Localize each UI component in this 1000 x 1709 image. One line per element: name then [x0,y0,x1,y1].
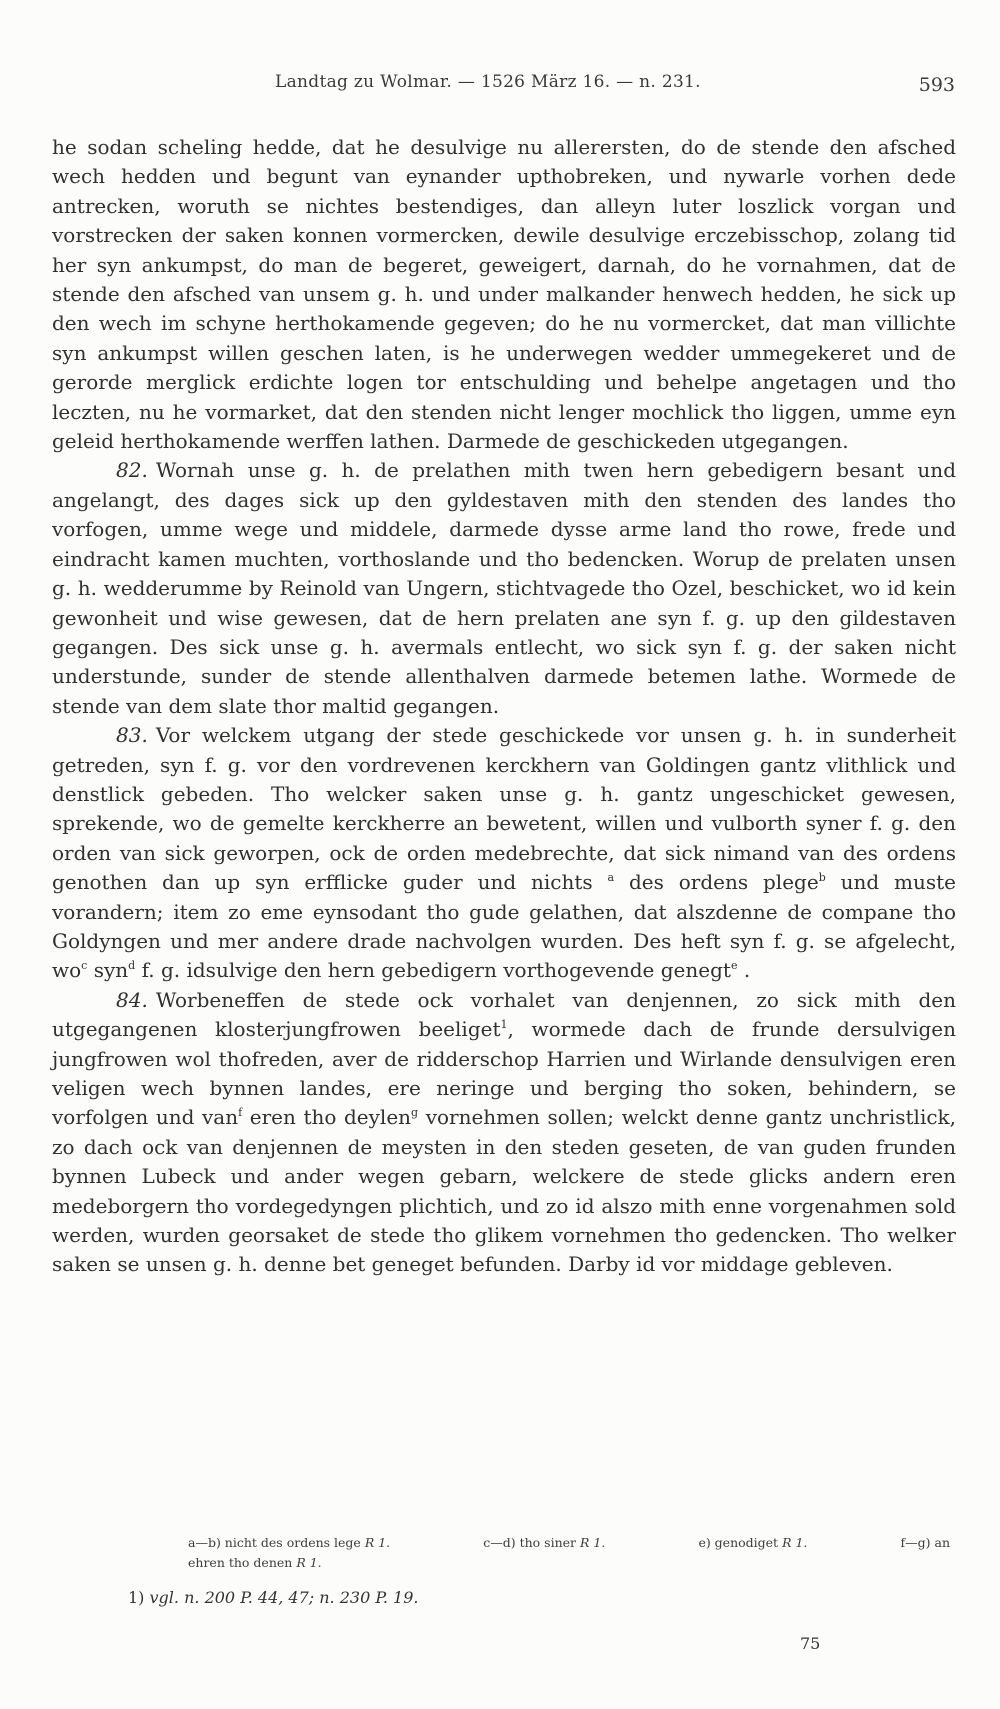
paragraph-text: und muste vorandern; item zo eme eynsodant tho gude gelathen, dat alszdenne de compane tho Goldyngen und mer andere drade nachvolgen wurden. Des heft syn f. g. se afgelecht, wo [52,870,957,983]
paragraph-text: eren tho deylen [249,1105,412,1130]
variant-marker: b [818,871,826,885]
paragraph-83 [52,721,956,986]
paragraph-text: vornehmen sollen; welckt denne gantz unchristlick, zo dach ock van denjennen de meysten in den steden geseten, de van guden frunden bynnen Lubeck und ander wegen gebarn, welckere de stede glicks andern eren medeborgern tho vordegedyngen plichtich, und zo id alszo mith enne vorgenahmen sold werden, wurden georsaket de stede tho glikem vornehmen tho gedencken. Tho welker saken se unsen g. h. denne bet geneget befunden. Darby id vor middage gebleven. [52,1105,957,1277]
variant-fg: f—g) an [900,1535,950,1550]
paragraph-text: he sodan scheling hedde, dat he desulvige nu allerersten, do de stende den afsched wech hedden und begunt van eynander upthobreken, und nywarle vorhen dede antrecken, woruth se nichtes bestendiges, dan alleyn luter loszlick vorgan und vorstrecken der saken konnen vormercken, dewile desulvige erczebisschop, zolang tid her syn ankumpst, do man de begeret, geweigert, darnah, do he vornahmen, dat de stende den afsched van unsem g. h. und under malkander henwech hedden, he sick up den wech im schyne herthokamende gegeven; do he nu vormercket, dat man villichte syn ankumpst willen geschen laten, is he underwegen wedder ummegekeret und de gerorde merglick erdichte logen tor entschulding und behelpe angetagen und tho leczten, nu he vormarket, dat den stenden nicht lenger mochlick tho liggen, umme eyn geleid herthokamende werffen lathen. Darmede de geschickeden utgegangen. [52,135,956,454]
variant-apparatus [188,1533,950,1573]
variant-marker: f [238,1106,243,1120]
variant-marker: c [81,959,88,973]
variant-marker: a [607,871,615,885]
variant-row [188,1533,950,1553]
variant-marker: d [128,959,136,973]
paragraph-text: Wornah unse g. h. de prelathen mith twen hern gebedigern besant und angelangt, des dages sick up den gyldestaven mith den stenden des landes tho vorfogen, umme wege und middele, darmede dysse arme land tho rowe, frede und eindracht kamen muchten, vorthoslande und tho bedencken. Worup de prelaten unsen g. h. wedderumme by Reinold van Ungern, stichtvagede tho Ozel, beschicket, wo id kein gewonheit und wise gewesen, dat de hern prelaten ane syn f. g. up den gildestaven gegangen. Des sick unse g. h. avermals entlecht, wo sick syn f. g. der saken nicht understunde, sunder de stende allenthalven darmede betemen lathe. Wormede de stende van dem slate thor maltid gegangen. [52,458,956,718]
variant-marker: g [411,1106,419,1120]
paragraph-text: f. g. idsulvige den hern gebedigern vorthogevende genegt [141,958,731,983]
section-number: 83. [116,723,148,748]
variant-fg-continuation: ehren tho denen R 1. [188,1555,322,1570]
variant-ab: a—b) nicht des ordens lege R 1. [188,1535,391,1550]
paragraph-82 [52,456,956,721]
running-title: Landtag zu Wolmar. — 1526 März 16. — n. 231. [275,72,701,92]
page-number: 593 [918,74,955,96]
footnote-marker: 1 [500,1018,508,1032]
paragraph-84 [52,986,956,1280]
paragraph-text: Worbeneffen de stede ock vorhalet van denjennen, zo sick mith den utgegangenen klosterjungfrowen beeliget [52,987,956,1042]
paragraph-text: Vor welckem utgang der stede geschickede vor unsen g. h. in sunderheit getreden, syn f. g. vor den vordrevenen kerckhern van Goldingen gantz vlithlick und denstlick gebeden. Tho welcker saken unse g. h. gantz ungeschicket gewesen, sprekende, wo de gemelte kerckherre an bewetent, willen und vulborth syner f. g. den orden van sick geworpen, ock de orden medebrechte, dat sick nimand van des ordens genothen dan up syn erfflicke guder und nichts [52,723,956,895]
footnote-text: vgl. n. 200 P. 44, 47; n. 230 P. 19. [149,1588,419,1607]
variant-e: e) genodiget R 1. [698,1535,808,1550]
paragraph-text: . [743,958,751,983]
paragraph-text: syn [93,958,129,983]
variant-cd: c—d) tho siner R 1. [483,1535,606,1550]
paragraph-text: des ordens plege [628,870,819,895]
footnote-mark: 1) [128,1588,145,1607]
footnote-1 [128,1588,419,1607]
body-text [52,133,956,1280]
paragraph-continuation [52,133,956,456]
paragraph-text: , wormede dach de frunde dersulvigen jungfrowen wol thofreden, aver de ridderschop Harrien und Wirlande densulvigen eren veligen wech bynnen landes, ere neringe und berging tho soken, behindern, se vorfolgen und van [52,1017,956,1130]
variant-marker: e [730,959,738,973]
section-number: 82. [116,458,148,483]
signature-mark: 75 [800,1634,821,1653]
section-number: 84. [116,987,148,1012]
running-head [50,72,955,102]
